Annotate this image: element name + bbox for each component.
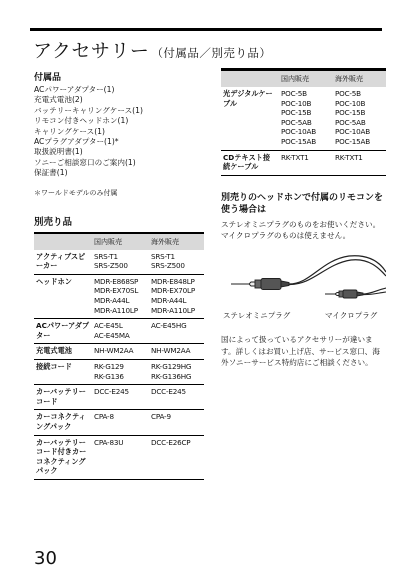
model-number: RK-G136 xyxy=(94,371,124,381)
table-row xyxy=(34,274,204,318)
model-number: POC-15AB xyxy=(281,136,316,146)
stereo-mini-plug-image xyxy=(231,255,386,289)
row-name: CDテキスト接続ケーブル xyxy=(221,150,279,175)
row-overseas-models xyxy=(149,250,204,275)
micro-plug-image xyxy=(325,288,386,298)
included-item: ACプラグアダプター(1)* xyxy=(34,137,119,147)
model-number: NH-WM2AA xyxy=(151,346,191,356)
row-domestic-models xyxy=(279,150,333,175)
model-number: POC-10B xyxy=(335,98,366,108)
page-number: 30 xyxy=(34,548,57,569)
row-domestic-models xyxy=(92,319,149,344)
table-row xyxy=(34,319,204,344)
model-number: MDR-E868SP xyxy=(94,276,139,286)
model-number: MDR-EX70SL xyxy=(94,286,139,296)
model-number: POC-10AB xyxy=(335,127,370,137)
model-number: RK-G129HG xyxy=(151,362,192,371)
included-heading: 付属品 xyxy=(34,73,62,83)
row-name: ヘッドホン xyxy=(34,274,92,318)
row-overseas-models xyxy=(149,360,204,385)
model-number: MDR-EX70LP xyxy=(151,286,195,296)
row-domestic-models xyxy=(92,344,149,360)
row-name: カーコネクティングパック xyxy=(34,410,92,435)
model-number: POC-15B xyxy=(281,108,312,118)
row-name: アクティブスピーカー xyxy=(34,250,92,275)
row-domestic-models xyxy=(92,385,149,410)
row-name: 光デジタルケーブル xyxy=(221,87,279,150)
optional-table xyxy=(34,232,204,480)
left-column xyxy=(34,70,204,480)
model-number: MDR-A110LP xyxy=(151,305,195,315)
model-number: MDR-A44L xyxy=(94,296,130,306)
model-number: POC-5B xyxy=(281,89,307,98)
table-row xyxy=(34,344,204,360)
right-column xyxy=(221,68,386,369)
model-number: MDR-E848LP xyxy=(151,276,195,286)
col-header-overseas: 海外販売 xyxy=(333,70,386,88)
table-row xyxy=(34,385,204,410)
included-item: ACパワーアダプター(1) xyxy=(34,85,115,94)
model-number: POC-10AB xyxy=(281,127,316,137)
row-domestic-models xyxy=(92,274,149,318)
page-title xyxy=(33,36,271,63)
title-text: アクセサリー xyxy=(33,40,150,62)
remote-body: ステレオミニプラグのものをお使いください。マイクロプラグのものは使えません。 xyxy=(221,219,381,241)
row-overseas-models xyxy=(149,319,204,344)
row-domestic-models xyxy=(92,435,149,479)
title-rule xyxy=(30,28,382,31)
table-row xyxy=(34,435,204,479)
micro-plug-label: マイクロプラグ xyxy=(325,310,378,320)
model-number: AC-E45L xyxy=(94,321,123,331)
row-overseas-models xyxy=(149,410,204,435)
model-number: DCC-E245 xyxy=(94,387,129,397)
model-number: SRS-Z500 xyxy=(94,261,128,271)
table-row xyxy=(34,250,204,275)
plug-labels xyxy=(221,310,386,324)
row-overseas-models xyxy=(149,385,204,410)
optional-table-continued xyxy=(221,68,386,176)
plug-drawing xyxy=(221,250,386,310)
included-item: 充電式電池(2) xyxy=(34,95,83,105)
model-number: CPA-8 xyxy=(94,412,114,422)
row-domestic-models xyxy=(92,250,149,275)
model-number: POC-15AB xyxy=(335,136,370,146)
col-header-domestic: 国内販売 xyxy=(279,70,333,88)
model-number: AC-E45HG xyxy=(151,321,187,331)
optional-table-header xyxy=(34,233,204,250)
optional-cont-header xyxy=(221,70,386,88)
row-name: カーバッテリーコード付きカーコネクティングパック xyxy=(34,435,92,479)
row-domestic-models xyxy=(92,360,149,385)
model-number: RK-TXT1 xyxy=(281,152,309,162)
col-header-name xyxy=(221,70,279,88)
plug-illustration xyxy=(221,250,386,310)
row-name: カーバッテリーコード xyxy=(34,385,92,410)
model-number: RK-TXT1 xyxy=(335,152,363,162)
included-item: ソニーご相談窓口のご案内(1) xyxy=(34,157,136,167)
model-number: SRS-Z500 xyxy=(151,261,185,271)
row-overseas-models xyxy=(149,274,204,318)
included-item: バッテリーキャリングケース(1) xyxy=(34,105,143,115)
model-number: AC-E45MA xyxy=(94,330,130,340)
model-number: NH-WM2AA xyxy=(94,346,134,356)
col-header-domestic: 国内販売 xyxy=(92,233,149,250)
optional-table-body xyxy=(34,250,204,480)
model-number: POC-5AB xyxy=(281,117,312,127)
optional-cont-body xyxy=(221,87,386,175)
model-number: SRS-T1 xyxy=(151,251,175,261)
row-name: 接続コード xyxy=(34,360,92,385)
model-number: RK-G129 xyxy=(94,362,124,371)
table-row xyxy=(34,360,204,385)
col-header-overseas: 海外販売 xyxy=(149,233,204,250)
row-name: ACパワーアダプター xyxy=(34,319,92,344)
row-overseas-models xyxy=(333,150,386,175)
row-overseas-models xyxy=(149,344,204,360)
included-item: 取扱説明書(1) xyxy=(34,147,83,157)
included-footnote: ＊ワールドモデルのみ付属 xyxy=(34,188,118,197)
closing-note: 国によって扱っているアクセサリーが違います。詳しくはお買い上げ店、サービス窓口、海外ソニーサービス特約店にご相談ください。 xyxy=(221,334,380,368)
title-subtitle: （付属品／別売り品） xyxy=(151,46,272,60)
col-header-name xyxy=(34,233,92,250)
row-name: 充電式電池 xyxy=(34,344,92,360)
model-number: CPA-9 xyxy=(151,412,171,422)
row-overseas-models xyxy=(149,435,204,479)
model-number: SRS-T1 xyxy=(94,251,118,261)
optional-heading: 別売り品 xyxy=(34,216,73,228)
remote-heading: 別売りのヘッドホンで付属のリモコンを使う場合は xyxy=(221,192,384,215)
model-number: POC-5B xyxy=(335,89,361,98)
model-number: MDR-A44L xyxy=(151,296,187,306)
row-domestic-models xyxy=(92,410,149,435)
model-number: POC-10B xyxy=(281,98,312,108)
included-item: リモコン付きヘッドホン(1) xyxy=(34,116,129,126)
included-list xyxy=(34,85,204,179)
included-item: キャリングケース(1) xyxy=(34,126,105,136)
row-domestic-models xyxy=(279,87,333,150)
table-row xyxy=(221,87,386,150)
included-item: 保証書(1) xyxy=(34,168,68,178)
table-row xyxy=(34,410,204,435)
model-number: POC-15B xyxy=(335,108,366,118)
model-number: RK-G136HG xyxy=(151,371,192,381)
stereo-mini-plug-label: ステレオミニプラグ xyxy=(223,310,291,320)
model-number: MDR-A110LP xyxy=(94,305,138,315)
model-number: DCC-E26CP xyxy=(151,437,191,447)
model-number: DCC-E245 xyxy=(151,387,186,397)
table-row xyxy=(221,150,386,175)
row-overseas-models xyxy=(333,87,386,150)
model-number: CPA-83U xyxy=(94,437,124,447)
model-number: POC-5AB xyxy=(335,117,366,127)
